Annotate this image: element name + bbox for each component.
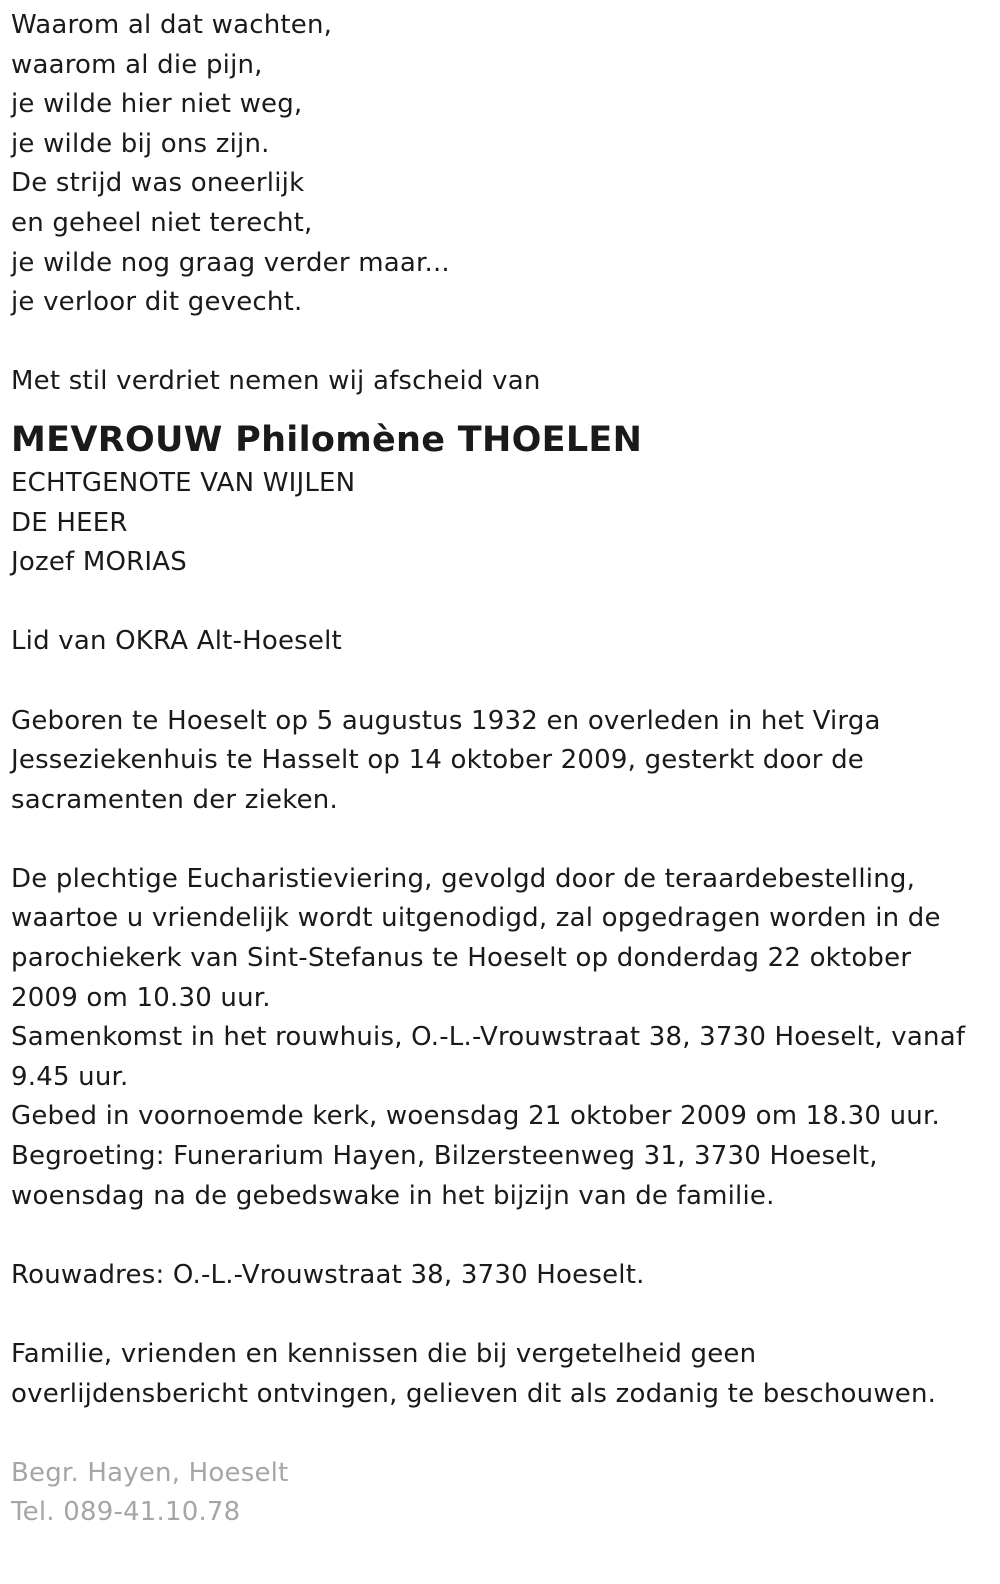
undertaker-name: Begr. Hayen, Hoeselt — [11, 1457, 289, 1488]
membership-text: Lid van OKRA Alt-Hoeselt — [11, 626, 342, 657]
paragraph-line: Jesseziekenhuis te Hasselt op 14 oktober 2009, gesterkt door de — [11, 745, 864, 776]
paragraph-line: Begroeting: Funerarium Hayen, Bilzersteenweg 31, 3730 Hoeselt, — [11, 1141, 878, 1172]
paragraph-line: Samenkomst in het rouwhuis, O.-L.-Vrouwstraat 38, 3730 Hoeselt, vanaf — [11, 1022, 966, 1053]
poem-line: en geheel niet terecht, — [11, 207, 313, 238]
paragraph-line: Geboren te Hoeselt op 5 augustus 1932 en overleden in het Virga — [11, 705, 881, 736]
poem-line: waarom al die pijn, — [11, 49, 263, 80]
intro-text: Met stil verdriet nemen wij afscheid van — [11, 366, 541, 397]
paragraph-line: parochiekerk van Sint-Stefanus te Hoeselt op donderdag 22 oktober — [11, 943, 912, 974]
spouse-line: ECHTGENOTE VAN WIJLEN — [11, 467, 356, 498]
ceremony-paragraph — [11, 860, 986, 1216]
spacer — [11, 583, 986, 623]
spacer — [11, 1216, 986, 1256]
spacer — [11, 662, 986, 702]
spouse-line: Jozef MORIAS — [11, 547, 187, 578]
paragraph-line: overlijdensbericht ontvingen, gelieven dit als zodanig te beschouwen. — [11, 1378, 937, 1409]
paragraph-line: 9.45 uur. — [11, 1061, 129, 1092]
deceased-name: MEVROUW Philomène THOELEN — [11, 419, 643, 460]
poem-line: je wilde hier niet weg, — [11, 89, 303, 120]
paragraph-line: Gebed in voornoemde kerk, woensdag 21 oktober 2009 om 18.30 uur. — [11, 1101, 940, 1132]
poem-line: je wilde bij ons zijn. — [11, 128, 270, 159]
paragraph-line: woensdag na de gebedswake in het bijzijn van de familie. — [11, 1180, 775, 1211]
poem-line: Waarom al dat wachten, — [11, 10, 333, 40]
poem — [11, 6, 986, 323]
spacer — [11, 1414, 986, 1454]
spacer — [11, 1295, 986, 1335]
obituary-notice — [11, 6, 986, 1533]
paragraph-line: waartoe u vriendelijk wordt uitgenodigd, zal opgedragen worden in de — [11, 903, 941, 934]
poem-line: je verloor dit gevecht. — [11, 287, 303, 318]
paragraph-line: 2009 om 10.30 uur. — [11, 982, 271, 1013]
paragraph-line: De plechtige Eucharistieviering, gevolgd door de teraardebestelling, — [11, 863, 916, 894]
spacer — [11, 323, 986, 363]
spouse-info — [11, 464, 986, 583]
poem-line: De strijd was oneerlijk — [11, 168, 305, 199]
paragraph-line: sacramenten der zieken. — [11, 784, 338, 815]
undertaker-phone: Tel. 089-41.10.78 — [11, 1497, 241, 1528]
closing-paragraph — [11, 1335, 986, 1414]
birth-death-paragraph — [11, 702, 986, 821]
poem-line: je wilde nog graag verder maar... — [11, 247, 450, 278]
spouse-line: DE HEER — [11, 507, 128, 538]
footer — [11, 1454, 986, 1533]
paragraph-line: Familie, vrienden en kennissen die bij vergetelheid geen — [11, 1339, 757, 1369]
mourning-address: Rouwadres: O.-L.-Vrouwstraat 38, 3730 Hoeselt. — [11, 1259, 645, 1290]
spacer — [11, 820, 986, 860]
